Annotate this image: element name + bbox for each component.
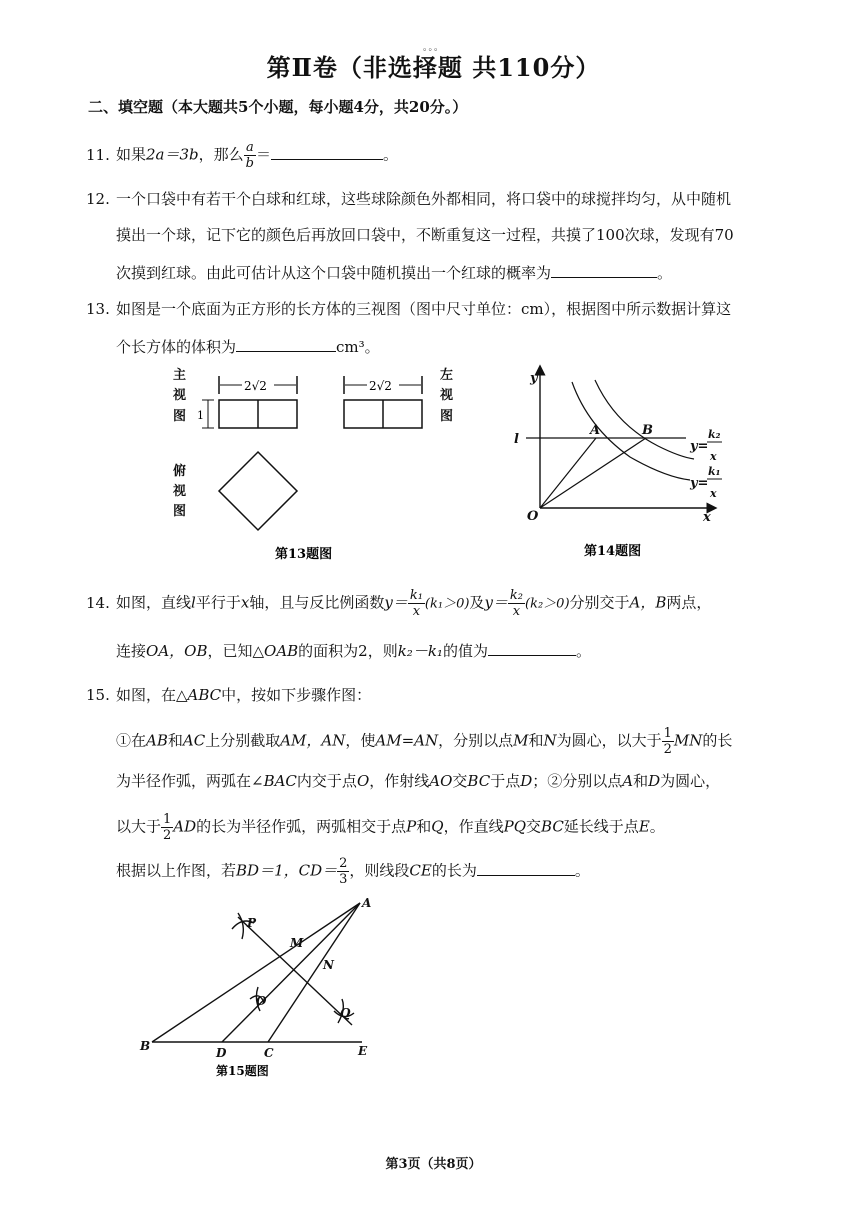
q15-half-fraction-2: $\frac{1}{2}$ [163, 812, 172, 843]
q14-points: A，B [629, 593, 667, 612]
left-view-char-1: 左 [440, 368, 454, 383]
label-m: M [290, 936, 304, 950]
question-13-line1 [86, 298, 731, 319]
q12-text3: 次摸到红球。由此可估计从这个口袋中随机摸出一个红球的概率为 [116, 264, 552, 282]
q13-text: 如图是一个底面为正方形的长方体的三视图（图中尺寸单位：cm），根据图中所示数据计算这 [116, 300, 732, 318]
q15-text: 中，按如下步骤作图： [221, 686, 372, 704]
q15-answer-blank[interactable] [477, 861, 575, 876]
figure-13-caption: 第13题图 [275, 547, 333, 562]
label-l: l [514, 432, 519, 447]
q14-oa-ob: OA，OB [146, 642, 208, 660]
q14-expr: k₂－k₁ [397, 642, 443, 660]
question-12-line1 [86, 188, 731, 209]
question-14-line2 [116, 640, 591, 661]
q14-text: ，已知△ [207, 642, 265, 660]
q15-cd-fraction: $\frac{2}{3}$ [339, 856, 348, 887]
curve-k2-num: k₂ [708, 428, 721, 441]
q13-text2: 个长方体的体积为 [116, 338, 237, 356]
question-15-step2: 为半径作弧，两弧在∠BAC内交于点O，作射线AO交BC于点D；②分别以点A和D为圆心， [116, 772, 721, 790]
label-y: y [530, 371, 538, 386]
q14-x: x [240, 593, 250, 612]
figure-14-graph [500, 362, 740, 562]
question-number: 12. [86, 190, 110, 208]
label-o: O [256, 994, 267, 1008]
q14-f1-fraction: $\frac{\text{k₁}}{x}$ [409, 588, 423, 619]
main-view-char-2: 视 [173, 388, 187, 403]
label-p: P [247, 916, 257, 930]
curve-k2-lhs: y= [690, 439, 709, 454]
q14-text: 如图，直线 [116, 593, 192, 612]
curve-k2 [595, 380, 694, 459]
question-15-line1 [86, 684, 371, 705]
label-b: B [642, 423, 653, 438]
q15-text: 如图，在△ [116, 686, 188, 704]
q11-answer-blank[interactable] [271, 145, 383, 160]
figure-15-construction [130, 895, 390, 1085]
label-n: N [323, 958, 334, 972]
curve-k2-den: x [710, 450, 717, 463]
top-view-char-2: 视 [173, 484, 187, 499]
q14-f2-fraction: $\frac{\text{k₂}}{x}$ [509, 588, 524, 619]
question-13-line2 [116, 336, 380, 357]
segment-oa [540, 438, 596, 508]
question-number: 15. [86, 686, 110, 704]
left-view-char-2: 视 [440, 388, 454, 403]
q14-oab: OAB [264, 642, 299, 660]
q14-l: l [191, 593, 196, 612]
question-number: 13. [86, 300, 110, 318]
top-view-char-3: 图 [173, 504, 187, 519]
q14-text: 连接 [116, 642, 147, 660]
top-view-square [219, 452, 297, 530]
q12-answer-blank[interactable] [551, 263, 657, 278]
curve-k1-den: x [710, 487, 717, 500]
q14-f2-cond: (k₂＞0) [525, 596, 570, 612]
question-12-line3 [116, 262, 672, 283]
curve-k1-num: k₁ [708, 465, 721, 478]
question-15-step3: 以大于 $\frac{1}{2}$ AD的长为半径作弧，两弧相交于点P和Q，作直线PQ交BC延长线于点E。 [116, 812, 665, 843]
main-view-char-3: 图 [173, 409, 187, 424]
q13-unit: cm³。 [336, 338, 380, 356]
label-b: B [140, 1039, 151, 1053]
curve-k1-lhs: y= [690, 476, 709, 491]
segment-ob [540, 438, 646, 508]
q11-eqsign: ＝ [256, 145, 272, 164]
label-x: x [703, 510, 711, 525]
q14-text: 的面积为2，则 [298, 642, 398, 660]
left-view-char-3: 图 [440, 409, 454, 424]
q14-text: 轴，且与反比例函数 [249, 593, 385, 612]
page-footer: 第3页（共8页） [385, 1157, 482, 1172]
top-view-char-1: 俯 [173, 464, 187, 479]
figure-14-caption: 第14题图 [584, 544, 642, 559]
left-view-width-label: 2√2 [369, 379, 392, 393]
question-14-line1 [86, 588, 711, 619]
label-d: D [216, 1046, 227, 1060]
q14-end: 。 [575, 642, 591, 660]
q14-f1-cond: (k₁＞0) [424, 596, 470, 612]
q11-text2: ，那么 [198, 145, 244, 164]
q14-text: 两点， [666, 593, 712, 612]
q12-end: 。 [657, 264, 673, 282]
question-number: 14. [86, 593, 110, 612]
emphasis-dots: 。。。 [423, 43, 445, 53]
q15-abc: ABC [187, 686, 222, 704]
q11-end: 。 [383, 145, 399, 164]
q14-f1-lhs: y＝ [384, 593, 408, 612]
q11-fraction: $\frac{a}{b}$ [245, 140, 254, 171]
figure-15-caption: 第15题图 [216, 1064, 269, 1078]
q11-equation: 2a＝3b [146, 145, 199, 164]
label-e: E [358, 1044, 368, 1058]
q15-half-fraction: $\frac{1}{2}$ [663, 726, 672, 757]
q12-text: 一个口袋中有若干个白球和红球，这些球除颜色外都相同，将口袋中的球搅拌均匀，从中随机 [116, 190, 732, 208]
question-11 [86, 140, 398, 171]
section-title: 二、填空题（本大题共5个小题，每小题4分，共20分。） [88, 98, 468, 116]
question-15-step1: ①在AB和AC上分别截取AM，AN，使AM=AN，分别以点M和N为圆心，以大于 $\frac{1}{2}$ MN的长 [116, 726, 733, 757]
label-origin: O [527, 509, 539, 524]
side-ac [268, 903, 360, 1042]
question-15-step4: 根据以上作图，若BD＝1，CD＝ $\frac{2}{3}$ ，则线段CE的长为 。 [116, 856, 590, 887]
q13-answer-blank[interactable] [236, 337, 336, 352]
question-12-line2: 摸出一个球，记下它的颜色后再放回口袋中，不断重复这一过程，共摸了100次球，发现有70 [116, 226, 734, 244]
label-a: A [590, 423, 601, 438]
main-view-char-1: 主 [173, 368, 187, 383]
main-view-height-label: 1 [197, 409, 204, 422]
q14-text: 分别交于 [569, 593, 630, 612]
q14-text: 及 [469, 593, 485, 612]
q14-text: 平行于 [195, 593, 241, 612]
label-c: C [264, 1046, 274, 1060]
q11-text: 如果 [116, 145, 147, 164]
q14-answer-blank[interactable] [488, 641, 576, 656]
main-view-width-label: 2√2 [244, 379, 267, 393]
q14-f2-lhs: y＝ [484, 593, 508, 612]
figure-13-three-views [160, 362, 480, 562]
label-a: A [362, 896, 372, 910]
q14-text: 的值为 [442, 642, 488, 660]
question-number: 11. [86, 145, 110, 164]
page-title: 第Ⅱ卷（非选择题 共110分） [266, 53, 601, 82]
label-q: Q [340, 1006, 351, 1020]
